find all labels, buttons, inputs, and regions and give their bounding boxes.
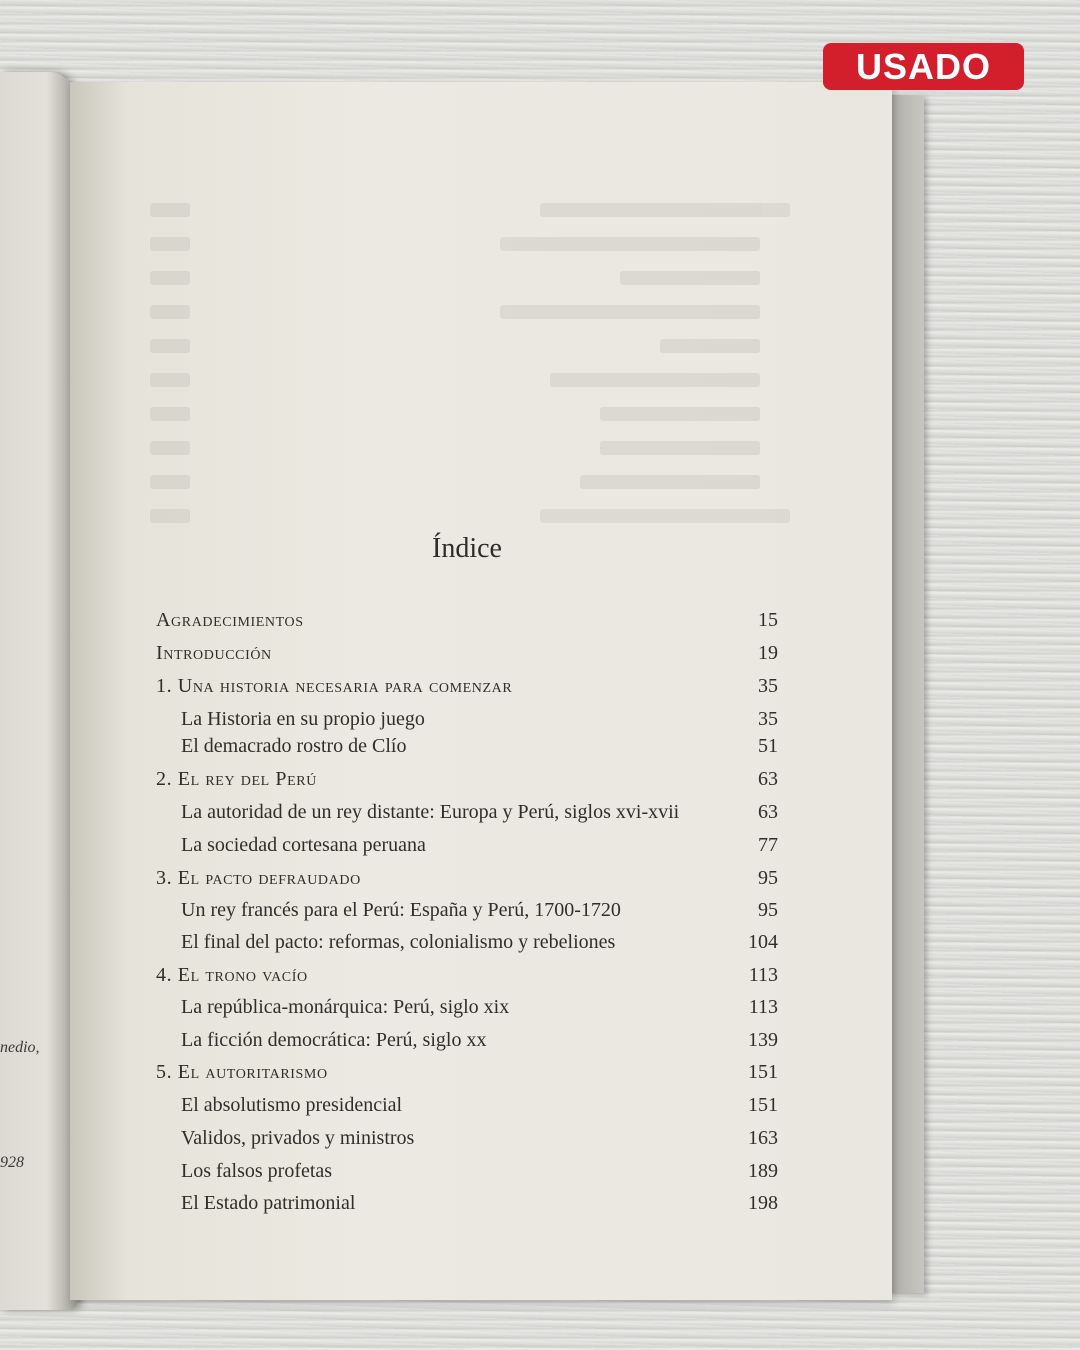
- toc-entry-page: 151: [748, 1061, 778, 1083]
- toc-entry-page: 95: [758, 867, 778, 889]
- toc-entry-page: 198: [748, 1192, 778, 1214]
- toc-entry-chapter-5: [156, 1058, 778, 1088]
- toc-entry-page: 63: [758, 801, 778, 823]
- toc-entry-section: [156, 993, 778, 1023]
- left-page-text-fragment: 928: [0, 1154, 24, 1171]
- toc-entry-section: [156, 1189, 778, 1219]
- toc-entry-page: 95: [758, 899, 778, 921]
- toc-entry-label: Validos, privados y ministros: [181, 1127, 415, 1149]
- toc-entry-label: 5. El autoritarismo: [156, 1061, 328, 1083]
- toc-entry-page: 63: [758, 768, 778, 790]
- toc-entry-section: [156, 1157, 778, 1187]
- toc-entry-chapter-4: [156, 961, 778, 991]
- toc-entry-page: 104: [748, 931, 778, 953]
- toc-entry-label: 2. El rey del Perú: [156, 768, 317, 790]
- toc-entry-section: [156, 1091, 778, 1121]
- toc-entry-label: Un rey francés para el Perú: España y Perú, 1700-1720: [181, 899, 621, 921]
- toc-entry-page: 113: [748, 996, 778, 1018]
- toc-entry-page: 19: [758, 642, 778, 664]
- toc-entry-page: 139: [748, 1029, 778, 1051]
- toc-entry-page: 51: [758, 735, 778, 757]
- toc-entry-page: 35: [758, 675, 778, 697]
- left-page-text-fragment: nedio,: [0, 1039, 40, 1056]
- toc-entry-label: 4. El trono vacío: [156, 964, 308, 986]
- toc-entry-label: El final del pacto: reformas, colonialismo y rebeliones: [181, 931, 616, 953]
- toc-entry-section: [156, 732, 778, 762]
- toc-entry-label: La Historia en su propio juego: [181, 708, 425, 730]
- toc-entry-label: Los falsos profetas: [181, 1160, 333, 1182]
- toc-entry-label: La república-monárquica: Perú, siglo xix: [181, 996, 510, 1018]
- toc-entry-section: [156, 1026, 778, 1056]
- toc-entry-label: El absolutismo presidencial: [181, 1094, 403, 1116]
- toc-entry-section: [156, 1124, 778, 1154]
- toc-entry-label: La sociedad cortesana peruana: [181, 834, 426, 856]
- toc-entry-page: 77: [758, 834, 778, 856]
- toc-entry-label: La autoridad de un rey distante: Europa y Perú, siglos xvi-xvii: [181, 801, 680, 823]
- toc-entry-page: 163: [748, 1127, 778, 1149]
- toc-entry-page: 15: [758, 609, 778, 631]
- toc-entry-chapter-1: [156, 672, 778, 702]
- toc-entry-label: 1. Una historia necesaria para comenzar: [156, 675, 513, 697]
- toc-entry-label: El demacrado rostro de Clío: [181, 735, 407, 757]
- toc-entry-section: [156, 705, 778, 735]
- toc-entry-label: Introducción: [156, 642, 272, 664]
- toc-entry-section: [156, 798, 778, 828]
- toc-entry-introduction: [156, 639, 778, 669]
- toc-entry-section: [156, 896, 778, 926]
- toc-entry-page: 35: [758, 708, 778, 730]
- toc-entry-page: 113: [748, 964, 778, 986]
- toc-entry-page: 151: [748, 1094, 778, 1116]
- used-badge: USADO: [823, 43, 1024, 90]
- toc-entry-label: El Estado patrimonial: [181, 1192, 356, 1214]
- toc-entry-chapter-3: [156, 864, 778, 894]
- toc-entry-section: [156, 928, 778, 958]
- toc-entry-page: 189: [748, 1160, 778, 1182]
- toc-entry-label: 3. El pacto defraudado: [156, 867, 361, 889]
- toc-entry-label: La ficción democrática: Perú, siglo xx: [181, 1029, 487, 1051]
- toc-entry-chapter-2: [156, 765, 778, 795]
- toc-entry-label: Agradecimientos: [156, 609, 304, 631]
- toc-entry-section: [156, 831, 778, 861]
- toc-entry-acknowledgements: [156, 606, 778, 636]
- toc-title: Índice: [432, 533, 502, 564]
